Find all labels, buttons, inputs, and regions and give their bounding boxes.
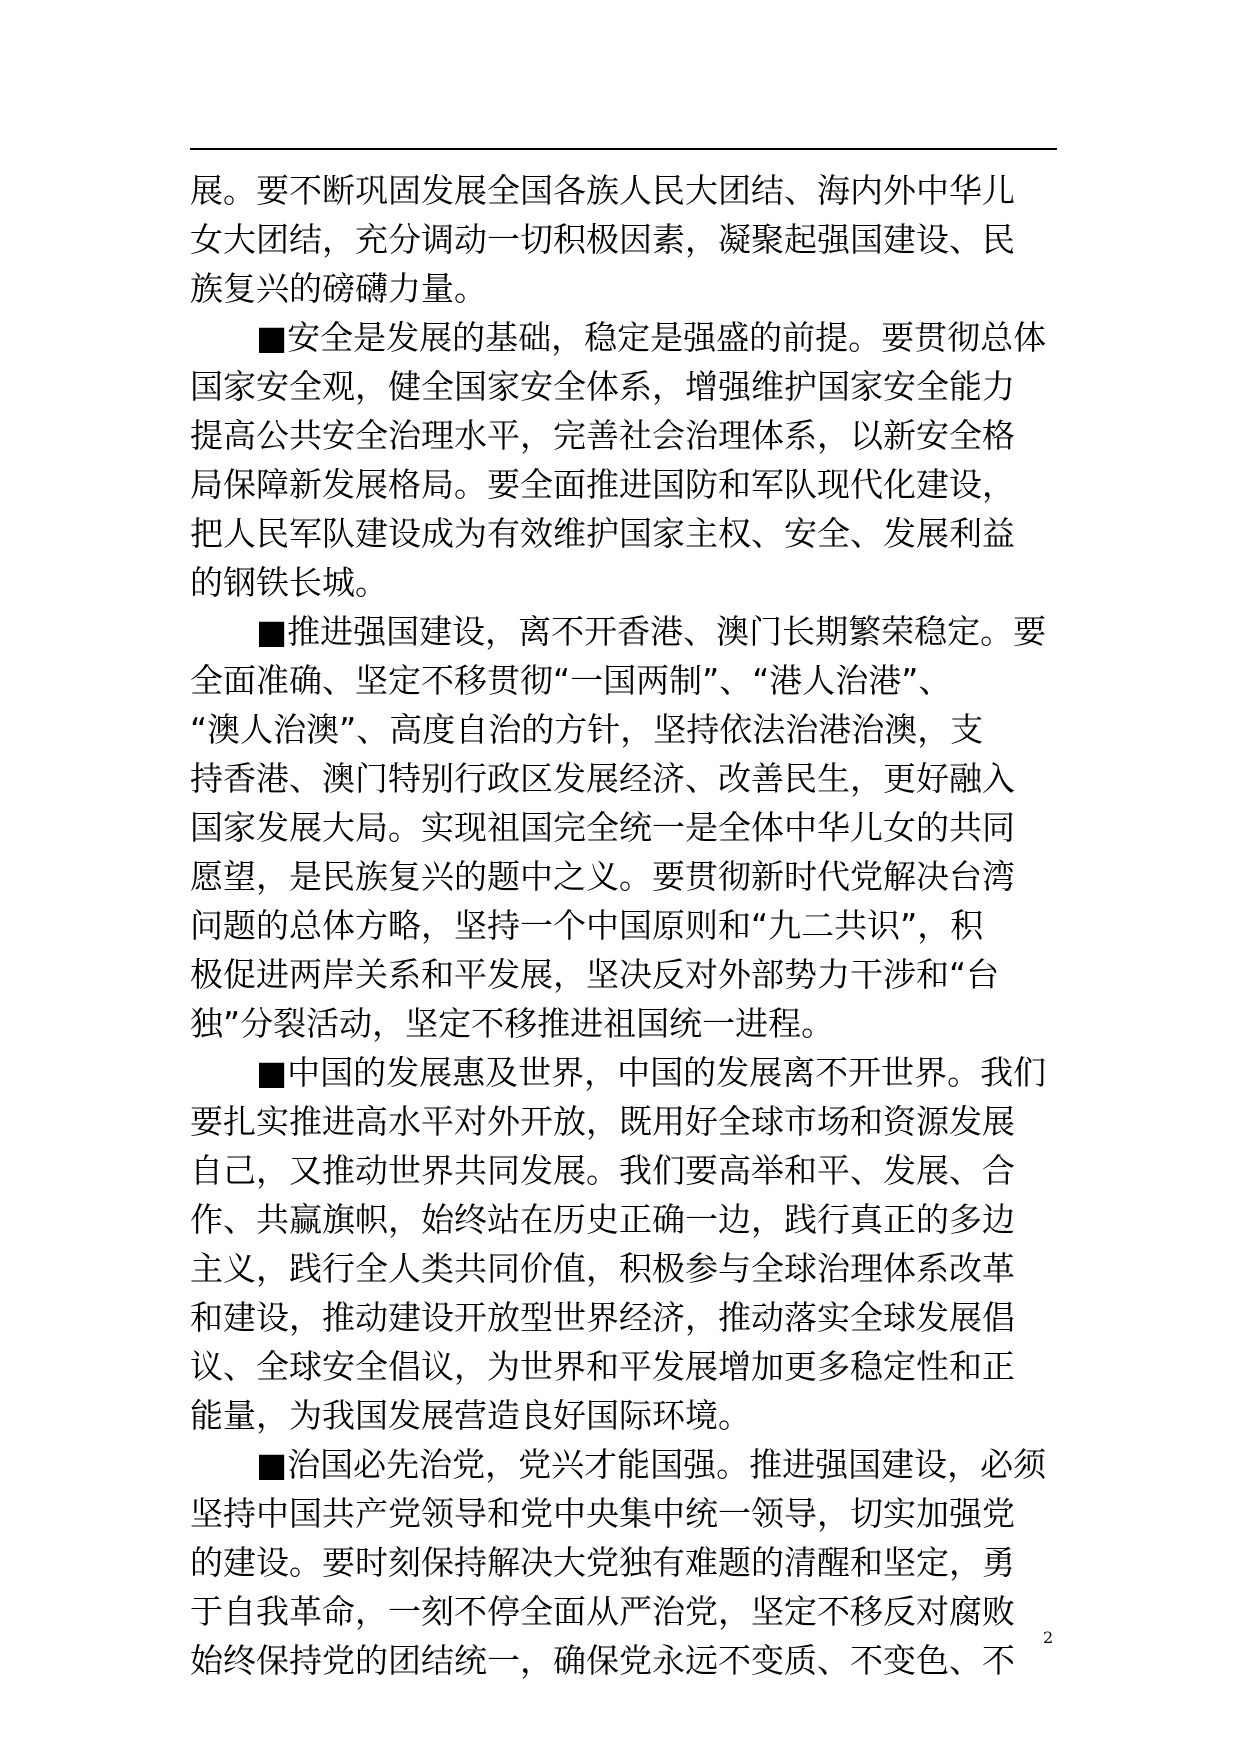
text-line: 主义，践行全人类共同价值，积极参与全球治理体系改革	[190, 1249, 1015, 1288]
text-line: 始终保持党的团结统一，确保党永远不变质、不变色、不	[190, 1641, 1015, 1680]
text-line: ■安全是发展的基础，稳定是强盛的前提。要贯彻总体	[256, 318, 1047, 357]
text-line: 自己，又推动世界共同发展。我们要高举和平、发展、合	[190, 1151, 1015, 1190]
page-number: 2	[1043, 1628, 1054, 1647]
text-line: ■推进强国建设，离不开香港、澳门长期繁荣稳定。要	[256, 612, 1047, 651]
paragraph	[190, 607, 1057, 1048]
text-line: 能量，为我国发展营造良好国际环境。	[190, 1396, 751, 1435]
text-line: 族复兴的磅礴力量。	[190, 269, 487, 308]
text-line: 把人民军队建设成为有效维护国家主权、安全、发展利益	[190, 514, 1015, 553]
text-line: 国家发展大局。实现祖国完全统一是全体中华儿女的共同	[190, 808, 1015, 847]
text-line: 全面准确、坚定不移贯彻“一国两制”、“港人治港”、	[190, 661, 952, 700]
text-line: 持香港、澳门特别行政区发展经济、改善民生，更好融入	[190, 759, 1015, 798]
paragraph	[190, 1048, 1057, 1440]
text-line: 要扎实推进高水平对外开放，既用好全球市场和资源发展	[190, 1102, 1015, 1141]
text-line: 问题的总体方略，坚持一个中国原则和“九二共识”，积	[190, 906, 984, 945]
paragraph	[190, 166, 1057, 313]
text-line: 议、全球安全倡议，为世界和平发展增加更多稳定性和正	[190, 1347, 1015, 1386]
text-line: 愿望，是民族复兴的题中之义。要贯彻新时代党解决台湾	[190, 857, 1015, 896]
text-line: 极促进两岸关系和平发展，坚决反对外部势力干涉和“台	[190, 955, 1000, 994]
body-text	[190, 166, 1057, 1685]
text-line: 作、共赢旗帜，始终站在历史正确一边，践行真正的多边	[190, 1200, 1015, 1239]
text-line: 展。要不断巩固发展全国各族人民大团结、海内外中华儿	[190, 171, 1015, 210]
text-line: 局保障新发展格局。要全面推进国防和军队现代化建设，	[190, 465, 1015, 504]
text-line: 独”分裂活动，坚定不移推进祖国统一进程。	[190, 1004, 835, 1043]
text-line: 的钢铁长城。	[190, 563, 388, 602]
text-line: 和建设，推动建设开放型世界经济，推动落实全球发展倡	[190, 1298, 1015, 1337]
text-line: “澳人治澳”、高度自治的方针，坚持依法治港治澳，支	[190, 710, 984, 749]
text-line: ■治国必先治党，党兴才能国强。推进强国建设，必须	[256, 1445, 1047, 1484]
header-rule	[190, 148, 1057, 150]
text-line: 提高公共安全治理水平，完善社会治理体系，以新安全格	[190, 416, 1015, 455]
paragraph	[190, 1440, 1057, 1685]
text-line: 坚持中国共产党领导和党中央集中统一领导，切实加强党	[190, 1494, 1015, 1533]
text-line: 于自我革命，一刻不停全面从严治党，坚定不移反对腐败	[190, 1592, 1015, 1631]
paragraph	[190, 313, 1057, 607]
text-line: 女大团结，充分调动一切积极因素，凝聚起强国建设、民	[190, 220, 1015, 259]
text-line: 的建设。要时刻保持解决大党独有难题的清醒和坚定，勇	[190, 1543, 1015, 1582]
text-line: ■中国的发展惠及世界，中国的发展离不开世界。我们	[256, 1053, 1047, 1092]
text-line: 国家安全观，健全国家安全体系，增强维护国家安全能力	[190, 367, 1015, 406]
